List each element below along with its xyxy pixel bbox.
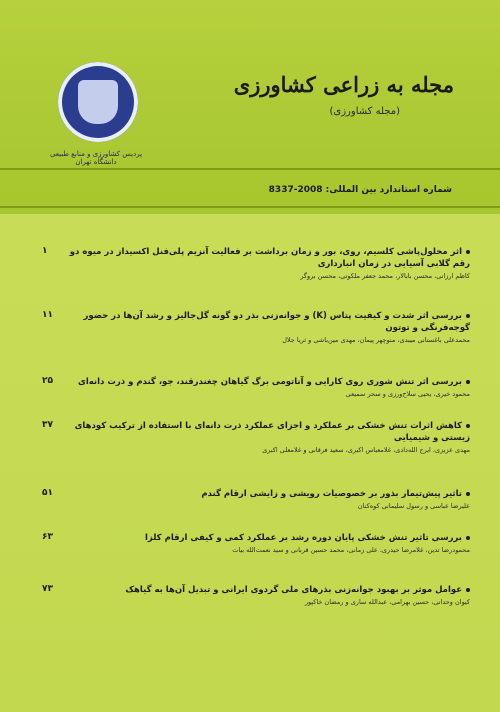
bullet-icon [466,492,470,496]
toc-item-title [50,246,470,270]
issn-line: شماره استاندارد بین المللی: 2008-8337 [268,185,452,195]
toc-item-authors: کاظم ارزانی، محسن بابالار، محمد جعفر ملکوتی، محسن بروگر [300,272,470,280]
toc-item-authors: محمودرضا تدین، غلامرضا حیدری، علی زمانی، محمد حسین قربانی و سید نعمت‌الله بیات [232,546,470,554]
bullet-icon [466,314,470,318]
toc-title-text: کاهش اثرات تنش خشکی بر عملکرد و اجزای عملکرد ذرت دانه‌ای با استفاده از ترکیب کودهای زیستی و شیمیایی [74,421,470,443]
bullet-icon [466,380,470,384]
toc-item-title [50,584,470,596]
toc-item-authors: محمود خیری، یحیی سلاح‌ورزی و سحر سمیعی [345,390,470,398]
toc-title-text: بررسی اثر تنش شوری روی کارایی و آناتومی برگ گیاهان چغندرقند، جو، گندم و ذرت دانه‌ای [78,377,462,387]
toc-item[interactable] [42,584,470,607]
toc-item-authors: کیوان وحدانی، حسین بهرامی، عبدالله ساری و رمضان خاکپور [304,598,470,606]
toc-page-number: ۳۷ [42,420,53,430]
toc-title-text: تاثیر پیش‌تیمار بذور بر خصوصیات رویشی و زایشی ارقام گندم [201,489,462,499]
header-divider [0,168,500,170]
toc-item-title [50,376,470,388]
toc-item[interactable] [42,532,470,555]
bullet-icon [466,250,470,254]
toc-page-number: ۲۵ [42,376,53,386]
toc-page-number: ۱۱ [42,310,53,320]
toc-title-text: اثر محلول‌پاشی کلسیم، روی، بور و زمان برداشت بر فعالیت آنزیم پلی‌فنل اکسیداز در میوه دو رقم گلابی آسیایی در زمان انبارداری [69,247,470,269]
toc-item[interactable] [42,420,470,455]
toc-item-authors: مهدی عزیزی، ایرج الله‌دادی، غلامعباس اکبری، سعید فرقانی و غلامعلی اکبری [262,446,470,454]
toc-item-title [50,488,470,500]
journal-title: مجله به زراعی کشاورزی [233,72,454,97]
toc-item-title [50,310,470,334]
bullet-icon [466,536,470,540]
toc-page-number: ۷۳ [42,584,53,594]
university-seal-icon [58,62,138,142]
toc-title-text: عوامل موثر بر بهبود جوانه‌زنی بذرهای ملی گردوی ایرانی و تبدیل آن‌ها به گیاهک [125,585,462,595]
bullet-icon [466,424,470,428]
issn-divider [0,206,500,208]
journal-subtitle: (مجله کشاورزی) [329,106,400,117]
toc-item[interactable] [42,246,470,281]
logo-caption: پردیس کشاورزی و منابع طبیعی دانشگاه تهران [49,150,143,166]
toc-page-number: ۱ [42,246,48,256]
toc-page-number: ۵۱ [42,488,53,498]
seal-emblem-icon [78,80,118,124]
toc-title-text: بررسی اثر شدت و کیفیت پتاس (K) و جوانه‌زنی بذر دو گونه گل‌جالیز و رشد آن‌ها در حضور گوجه‌فرنگی و توتون [83,311,470,333]
toc-item-title [50,532,470,544]
toc-item[interactable] [42,376,470,399]
toc-title-text: بررسی تاثیر تنش خشکی پایان دوره رشد بر عملکرد کمی و کیفی ارقام کلزا [145,533,462,543]
table-of-contents [0,214,500,712]
toc-page-number: ۶۳ [42,532,53,542]
toc-item[interactable] [42,310,470,345]
bullet-icon [466,588,470,592]
toc-item-title [50,420,470,444]
toc-item[interactable] [42,488,470,511]
toc-item-authors: علیرضا عباسی و رسول سلیمانی کوه‌کنان [357,502,470,510]
toc-item-authors: محمدعلی باغستانی میبدی، منوچهر پیمان، مهدی مین‌باشی و ثریا جلال [282,336,470,344]
